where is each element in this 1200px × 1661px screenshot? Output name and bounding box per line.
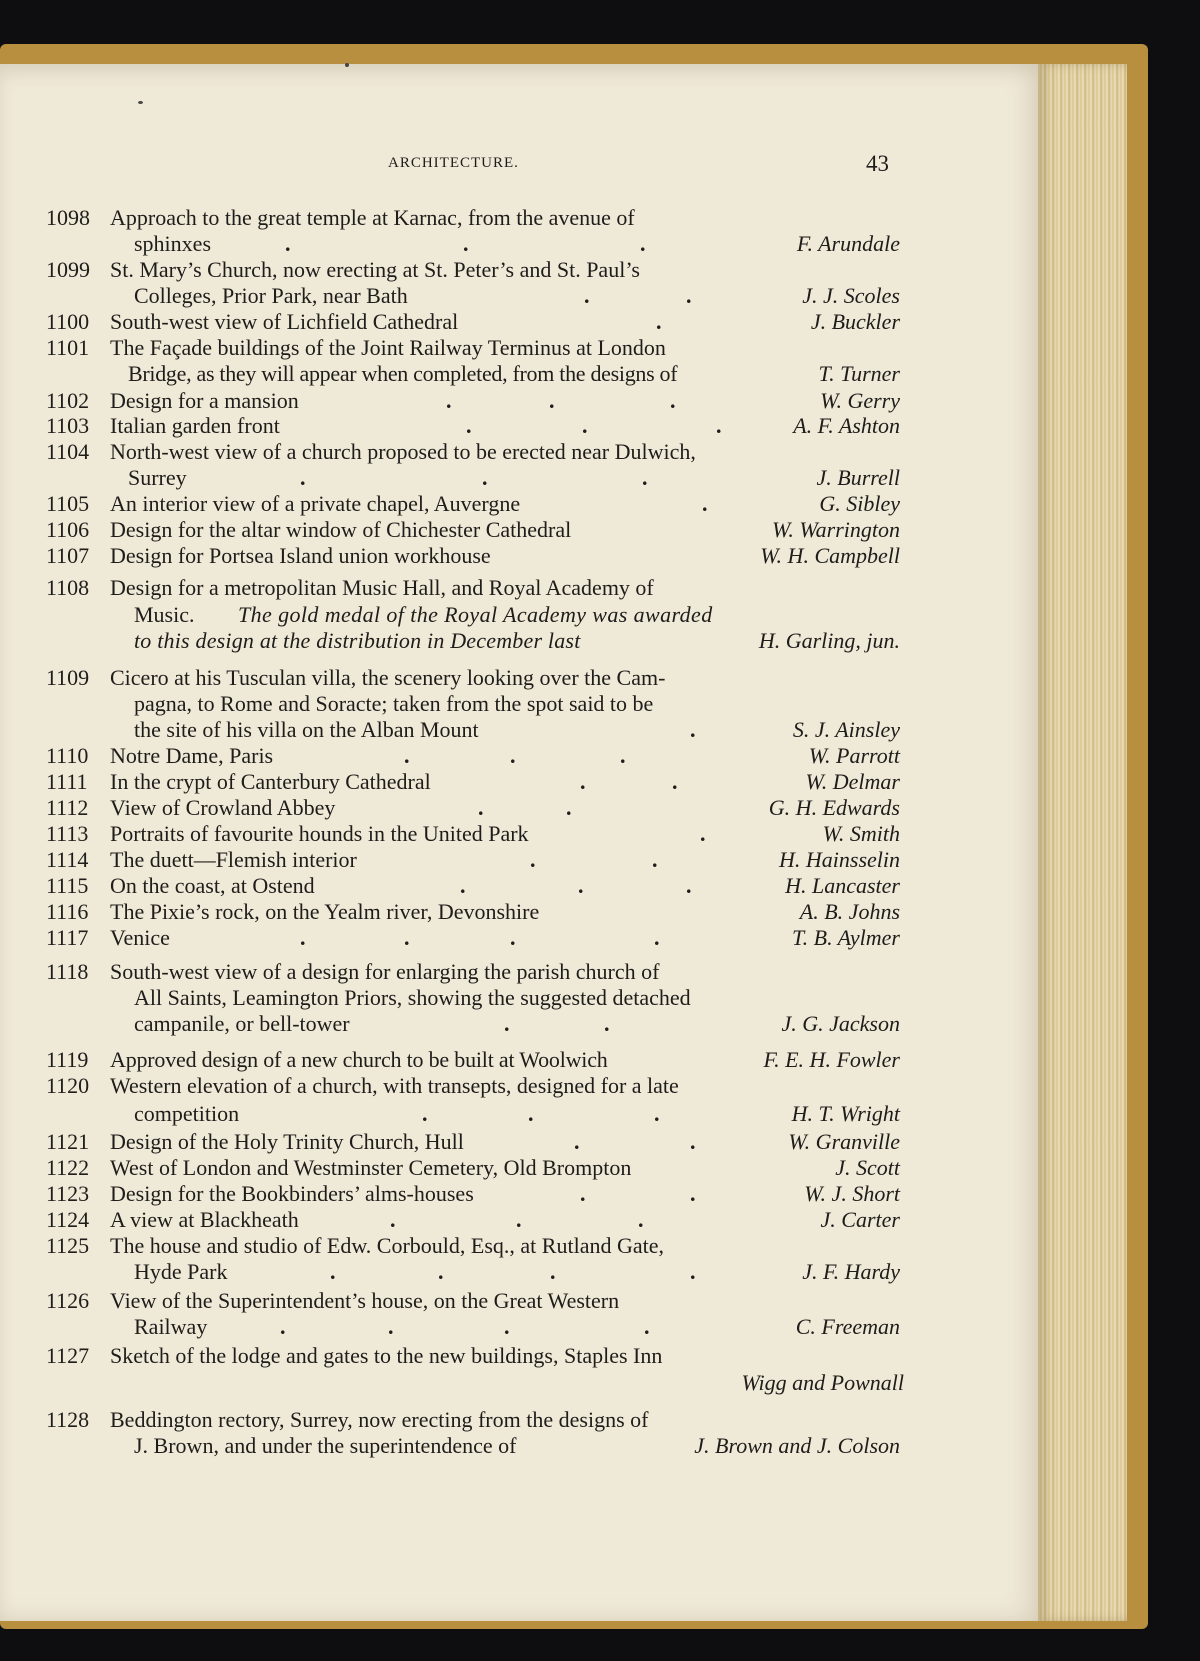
leader-dot: . <box>300 925 306 950</box>
entry-1121 <box>0 1128 1042 1155</box>
entry-artist: W. Smith <box>822 821 900 846</box>
entry-title: In the crypt of Canterbury Cathedral <box>110 769 431 794</box>
leader-dot: . <box>642 465 648 490</box>
entry-title-cont: pagna, to Rome and Soracte; taken from the spot said to be <box>134 691 654 716</box>
leader-dot: . <box>604 1011 610 1036</box>
entry-title: Notre Dame, Paris <box>110 743 274 768</box>
entry-title-cont: Surrey <box>128 465 187 490</box>
leader-dot: . <box>446 388 452 413</box>
entry-title-cont: Colleges, Prior Park, near Bath <box>134 283 408 308</box>
entry-number: 1098 <box>46 205 90 230</box>
leader-dot: . <box>463 231 469 256</box>
leader-dot: . <box>300 465 306 490</box>
leader-dot: . <box>582 413 588 438</box>
entry-number: 1113 <box>46 821 89 846</box>
entry-number: 1124 <box>46 1207 90 1232</box>
entry-number: 1107 <box>46 543 90 568</box>
entry-artist: J. Brown and J. Colson <box>694 1433 900 1458</box>
entry-1113 <box>0 820 1042 847</box>
leader-dot: . <box>280 1314 286 1339</box>
entry-title: Design for the altar window of Chichester Cathedral <box>110 517 572 542</box>
leader-dot: . <box>638 1207 644 1232</box>
entry-1125-cont <box>0 1258 1042 1285</box>
entry-title-cont: competition <box>134 1101 240 1126</box>
leader-dot: . <box>654 925 660 950</box>
entry-artist: W. Parrott <box>808 743 900 768</box>
leader-dot: . <box>574 1129 580 1154</box>
entry-title: Sketch of the lodge and gates to the new buildings, Staples Inn <box>110 1343 663 1368</box>
entry-1099-cont <box>0 282 1042 309</box>
entry-number: 1110 <box>46 743 89 768</box>
leader-dot: . <box>478 795 484 820</box>
entry-number: 1115 <box>46 873 89 898</box>
leader-dot: . <box>716 413 722 438</box>
entry-note-cont: to this design at the distribution in December last <box>134 628 581 653</box>
entry-1126-cont <box>0 1313 1042 1340</box>
entry-1118-cont <box>0 1010 1042 1037</box>
entry-1112 <box>0 794 1042 821</box>
leader-dot: . <box>510 925 516 950</box>
entry-number: 1112 <box>46 795 89 820</box>
entry-number: 1117 <box>46 925 89 950</box>
leader-dot: . <box>482 465 488 490</box>
leader-dot: . <box>566 795 572 820</box>
leader-dot: . <box>510 743 516 768</box>
entry-1120-cont <box>0 1100 1042 1127</box>
entry-title: Approach to the great temple at Karnac, from the avenue of <box>110 205 635 230</box>
leader-dot: . <box>528 1101 534 1126</box>
entry-artist: A. F. Ashton <box>793 413 900 438</box>
entry-1128-cont <box>0 1432 1042 1459</box>
entry-1122 <box>0 1154 1042 1181</box>
entry-number: 1099 <box>46 257 90 282</box>
entry-1100 <box>0 308 1042 335</box>
entry-title: On the coast, at Ostend <box>110 873 315 898</box>
entry-1104 <box>0 438 1042 465</box>
leader-dot: . <box>388 1314 394 1339</box>
leader-dot: . <box>690 1181 696 1206</box>
entry-title-cont: J. Brown, and under the superintendence of <box>134 1433 517 1458</box>
entry-title: The house and studio of Edw. Corbould, Esq., at Rutland Gate, <box>110 1233 664 1258</box>
leader-dot: . <box>580 769 586 794</box>
leader-dot: . <box>640 231 646 256</box>
leader-dot: . <box>530 847 536 872</box>
leader-dot: . <box>460 873 466 898</box>
entry-title-cont: Hyde Park <box>134 1259 228 1284</box>
entry-title-cont: sphinxes <box>134 231 211 256</box>
leader-dot: . <box>578 873 584 898</box>
entry-1106 <box>0 516 1042 543</box>
entry-1109-cont <box>0 716 1042 743</box>
entry-title: Design for Portsea Island union workhouse <box>110 543 491 568</box>
entry-1101-cont <box>0 360 1042 387</box>
leader-dot: . <box>550 1259 556 1284</box>
entry-number: 1109 <box>46 665 90 690</box>
leader-dot: . <box>672 769 678 794</box>
leader-dot: . <box>390 1207 396 1232</box>
entry-title: The duett—Flemish interior <box>110 847 357 872</box>
leader-dot: . <box>690 1259 696 1284</box>
entry-artist: J. J. Scoles <box>802 283 900 308</box>
entry-1109-cont <box>0 690 1042 717</box>
entry-1117 <box>0 924 1042 951</box>
entry-1125 <box>0 1232 1042 1259</box>
entry-1127-cont <box>0 1369 1042 1396</box>
entry-number: 1118 <box>46 959 89 984</box>
entry-title-cont: the site of his villa on the Alban Mount <box>134 717 479 742</box>
entry-1108-cont <box>0 601 1042 628</box>
entry-1119 <box>0 1046 1042 1073</box>
page-number: 43 <box>866 151 889 176</box>
entry-note: The gold medal of the Royal Academy was awarded <box>238 602 713 627</box>
entry-1114 <box>0 846 1042 873</box>
entry-1101 <box>0 334 1042 361</box>
entry-title: Approved design of a new church to be built at Woolwich <box>110 1047 608 1072</box>
entry-artist: H. Garling, jun. <box>758 628 900 653</box>
entry-artist: J. Carter <box>820 1207 900 1232</box>
leader-dot: . <box>620 743 626 768</box>
entry-artist: J. Burrell <box>816 465 900 490</box>
leader-dot: . <box>330 1259 336 1284</box>
entry-artist: S. J. Ainsley <box>792 717 900 742</box>
entry-1118-cont <box>0 984 1042 1011</box>
entry-1124 <box>0 1206 1042 1233</box>
entry-title: West of London and Westminster Cemetery, Old Brompton <box>110 1155 632 1180</box>
entry-artist: G. Sibley <box>819 491 900 516</box>
entry-artist: W. Gerry <box>820 388 900 413</box>
entry-1098-cont <box>0 230 1042 257</box>
entry-artist: C. Freeman <box>795 1314 900 1339</box>
entry-1099 <box>0 256 1042 283</box>
entry-artist: G. H. Edwards <box>768 795 900 820</box>
entry-number: 1102 <box>46 388 90 413</box>
entry-1110 <box>0 742 1042 769</box>
entry-number: 1114 <box>46 847 89 872</box>
entry-number: 1121 <box>46 1129 90 1154</box>
leader-dot: . <box>656 309 662 334</box>
entry-number: 1122 <box>46 1155 90 1180</box>
entry-title: The Pixie’s rock, on the Yealm river, Devonshire <box>110 899 540 924</box>
entry-title: South-west view of a design for enlarging the parish church of <box>110 959 660 984</box>
entry-artist: A. B. Johns <box>799 899 900 924</box>
leader-dot: . <box>404 743 410 768</box>
entry-artist: H. T. Wright <box>791 1101 900 1126</box>
entry-number: 1123 <box>46 1181 90 1206</box>
entry-1108-cont <box>0 627 1042 654</box>
entry-1104-cont <box>0 464 1042 491</box>
entry-title: Design for the Bookbinders’ alms-houses <box>110 1181 474 1206</box>
entry-artist: J. G. Jackson <box>781 1011 900 1036</box>
entry-1103 <box>0 412 1042 439</box>
entry-title: View of the Superintendent’s house, on the Great Western <box>110 1288 620 1313</box>
entry-title-cont: All Saints, Leamington Priors, showing the suggested detached <box>134 985 691 1010</box>
entry-1102 <box>0 387 1042 414</box>
entry-1109 <box>0 664 1042 691</box>
leader-dot: . <box>690 1129 696 1154</box>
entry-number: 1100 <box>46 309 90 334</box>
leader-dot: . <box>549 388 555 413</box>
entry-1118 <box>0 958 1042 985</box>
leader-dot: . <box>644 1314 650 1339</box>
entry-1111 <box>0 768 1042 795</box>
entry-1115 <box>0 872 1042 899</box>
entry-title: View of Crowland Abbey <box>110 795 336 820</box>
entry-number: 1120 <box>46 1073 90 1098</box>
entry-title: Design of the Holy Trinity Church, Hull <box>110 1129 464 1154</box>
entry-title-cont: campanile, or bell-tower <box>134 1011 350 1036</box>
entry-title: Cicero at his Tusculan villa, the scenery looking over the Cam- <box>110 665 666 690</box>
entry-title: North-west view of a church proposed to be erected near Dulwich, <box>110 439 696 464</box>
entry-artist: H. Lancaster <box>785 873 900 898</box>
leader-dot: . <box>702 491 708 516</box>
entry-number: 1101 <box>46 335 90 360</box>
entry-artist: H. Hainsselin <box>779 847 900 872</box>
leader-dot: . <box>285 231 291 256</box>
entry-number: 1128 <box>46 1407 90 1432</box>
entry-title: Western elevation of a church, with transepts, designed for a late <box>110 1073 679 1098</box>
entry-title: Design for a mansion <box>110 388 299 413</box>
entry-title: St. Mary’s Church, now erecting at St. Peter’s and St. Paul’s <box>110 257 640 282</box>
entry-title-cont: Railway <box>134 1314 208 1339</box>
entry-artist: T. Turner <box>818 361 900 386</box>
entry-1123 <box>0 1180 1042 1207</box>
leader-dot: . <box>584 283 590 308</box>
entry-artist: W. Granville <box>788 1129 900 1154</box>
entry-title: The Façade buildings of the Joint Railway Terminus at London <box>110 335 666 360</box>
entry-1128 <box>0 1406 1042 1433</box>
entry-title: Design for a metropolitan Music Hall, and Royal Academy of <box>110 575 654 600</box>
leader-dot: . <box>466 413 472 438</box>
entry-artist: F. E. H. Fowler <box>763 1047 900 1072</box>
entry-title-cont: Music. <box>134 602 195 627</box>
leader-dot: . <box>670 388 676 413</box>
entry-number: 1111 <box>46 769 88 794</box>
entry-artist: J. F. Hardy <box>802 1259 900 1284</box>
entry-1127 <box>0 1342 1042 1369</box>
entry-1126 <box>0 1287 1042 1314</box>
entry-artist: W. Warrington <box>772 517 900 542</box>
entry-number: 1125 <box>46 1233 90 1258</box>
leader-dot: . <box>700 821 706 846</box>
entry-artist: J. Scott <box>835 1155 900 1180</box>
page-edges <box>1038 64 1127 1621</box>
entry-title: South-west view of Lichfield Cathedral <box>110 309 459 334</box>
entry-1116 <box>0 898 1042 925</box>
entry-number: 1106 <box>46 517 90 542</box>
entry-number: 1116 <box>46 899 89 924</box>
leader-dot: . <box>438 1259 444 1284</box>
leader-dot: . <box>686 283 692 308</box>
entry-1107 <box>0 542 1042 569</box>
entry-title-cont: Bridge, as they will appear when completed, from the designs of <box>128 361 678 386</box>
leader-dot: . <box>504 1011 510 1036</box>
entry-1105 <box>0 490 1042 517</box>
entry-artist: W. J. Short <box>804 1181 900 1206</box>
entry-title: A view at Blackheath <box>110 1207 299 1232</box>
leader-dot: . <box>686 873 692 898</box>
entry-artist: F. Arundale <box>796 231 900 256</box>
leader-dot: . <box>504 1314 510 1339</box>
entry-artist: J. Buckler <box>810 309 900 334</box>
entry-artist: W. Delmar <box>805 769 900 794</box>
entry-number: 1103 <box>46 413 90 438</box>
leader-dot: . <box>580 1181 586 1206</box>
leader-dot: . <box>654 1101 660 1126</box>
entry-title: Venice <box>110 925 170 950</box>
entry-number: 1108 <box>46 575 90 600</box>
entry-number: 1126 <box>46 1288 90 1313</box>
entry-title: Italian garden front <box>110 413 280 438</box>
leader-dot: . <box>516 1207 522 1232</box>
entry-number: 1104 <box>46 439 90 464</box>
running-head: ARCHITECTURE. <box>388 155 519 171</box>
entry-artist: W. H. Campbell <box>760 543 900 568</box>
entry-artist: Wigg and Pownall <box>741 1370 904 1395</box>
entry-title: An interior view of a private chapel, Auvergne <box>110 491 521 516</box>
entry-number: 1119 <box>46 1047 89 1072</box>
leader-dot: . <box>404 925 410 950</box>
entry-title: Portraits of favourite hounds in the United Park <box>110 821 529 846</box>
entry-number: 1105 <box>46 491 90 516</box>
entry-1108 <box>0 574 1042 601</box>
entry-title: Beddington rectory, Surrey, now erecting from the designs of <box>110 1407 649 1432</box>
entry-1098 <box>0 204 1042 231</box>
leader-dot: . <box>690 717 696 742</box>
leader-dot: . <box>422 1101 428 1126</box>
entry-number: 1127 <box>46 1343 90 1368</box>
entry-1120 <box>0 1072 1042 1099</box>
entry-artist: T. B. Aylmer <box>792 925 900 950</box>
leader-dot: . <box>652 847 658 872</box>
